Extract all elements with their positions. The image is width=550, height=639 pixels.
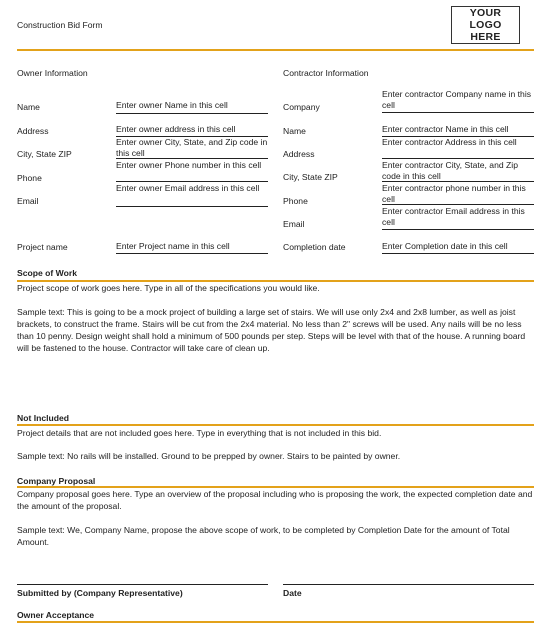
completion-date-label: Completion date <box>283 242 346 252</box>
not-included-text[interactable]: Project details that are not included goes here. Type in everything that is not included in this bid. <box>17 428 382 438</box>
not-included-divider <box>17 424 534 426</box>
scope-heading: Scope of Work <box>17 268 78 278</box>
signature-line[interactable] <box>17 584 268 585</box>
owner-phone-label: Phone <box>17 173 42 183</box>
owner-address-label: Address <box>17 126 49 136</box>
contractor-name-field[interactable]: Enter contractor Name in this cell <box>382 124 534 137</box>
contractor-city-field[interactable]: Enter contractor City, State, and Zip code in this cell <box>382 160 534 182</box>
contractor-heading: Contractor Information <box>283 68 369 78</box>
owner-address-field[interactable]: Enter owner address in this cell <box>116 124 268 137</box>
form-title: Construction Bid Form <box>17 20 103 30</box>
owner-email-field[interactable]: Enter owner Email address in this cell <box>116 183 268 207</box>
contractor-phone-label: Phone <box>283 196 308 206</box>
contractor-company-field[interactable]: Enter contractor Company name in this cell <box>382 89 534 113</box>
owner-name-label: Name <box>17 102 40 112</box>
submitted-by-label: Submitted by (Company Representative) <box>17 588 183 598</box>
contractor-name-label: Name <box>283 126 306 136</box>
contractor-email-field[interactable]: Enter contractor Email address in this cell <box>382 206 534 230</box>
completion-date-field[interactable]: Enter Completion date in this cell <box>382 241 534 254</box>
scope-text[interactable]: Project scope of work goes here. Type in all of the specifications you would like. <box>17 283 320 293</box>
owner-acceptance-heading: Owner Acceptance <box>17 610 95 620</box>
contractor-phone-field[interactable]: Enter contractor phone number in this cell <box>382 183 534 205</box>
contractor-address-field[interactable]: Enter contractor Address in this cell <box>382 137 534 159</box>
not-included-sample[interactable]: Sample text: No rails will be installed. Ground to be prepped by owner. Stairs to be painted by owner. <box>17 451 401 461</box>
date-line[interactable] <box>283 584 534 585</box>
not-included-heading: Not Included <box>17 413 70 423</box>
owner-phone-field[interactable]: Enter owner Phone number in this cell <box>116 160 268 182</box>
contractor-city-label: City, State ZIP <box>283 172 338 182</box>
owner-email-label: Email <box>17 196 39 206</box>
header-divider <box>17 49 534 51</box>
project-name-field[interactable]: Enter Project name in this cell <box>116 241 268 254</box>
owner-name-field[interactable]: Enter owner Name in this cell <box>116 100 268 114</box>
owner-city-field[interactable]: Enter owner City, State, and Zip code in this cell <box>116 137 268 158</box>
contractor-email-label: Email <box>283 219 305 229</box>
proposal-text[interactable]: Company proposal goes here. Type an overview of the proposal including who is proposing the work, the expected completion date and the amount of the proposal. <box>17 489 533 511</box>
project-name-label: Project name <box>17 242 68 252</box>
date-label: Date <box>283 588 302 598</box>
proposal-heading: Company Proposal <box>17 476 96 486</box>
proposal-sample[interactable]: Sample text: We, Company Name, propose the above scope of work, to be completed by Completion Date for the amount of Total Amount. <box>17 525 510 547</box>
owner-heading: Owner Information <box>17 68 88 78</box>
scope-sample[interactable]: Sample text: This is going to be a mock project of building a large set of stairs. We will use only 2x4 and 2x8 lumber, as well as joist brackets, to construct the frame. Stairs will be cut from the 2x4 material. No less than 2" screws will be used. Any nails will be no less than 10 penny. Design weight shall hold a minimum of 500 pounds per step. Steps will be level with that of the house. A running board will be fastened to the house. Contractor will take care of clean up. <box>17 307 526 353</box>
contractor-address-label: Address <box>283 149 315 159</box>
logo: YOUR LOGO HERE <box>451 6 520 44</box>
owner-acceptance-divider <box>17 621 534 623</box>
contractor-company-label: Company <box>283 102 320 112</box>
owner-city-label: City, State ZIP <box>17 149 72 159</box>
